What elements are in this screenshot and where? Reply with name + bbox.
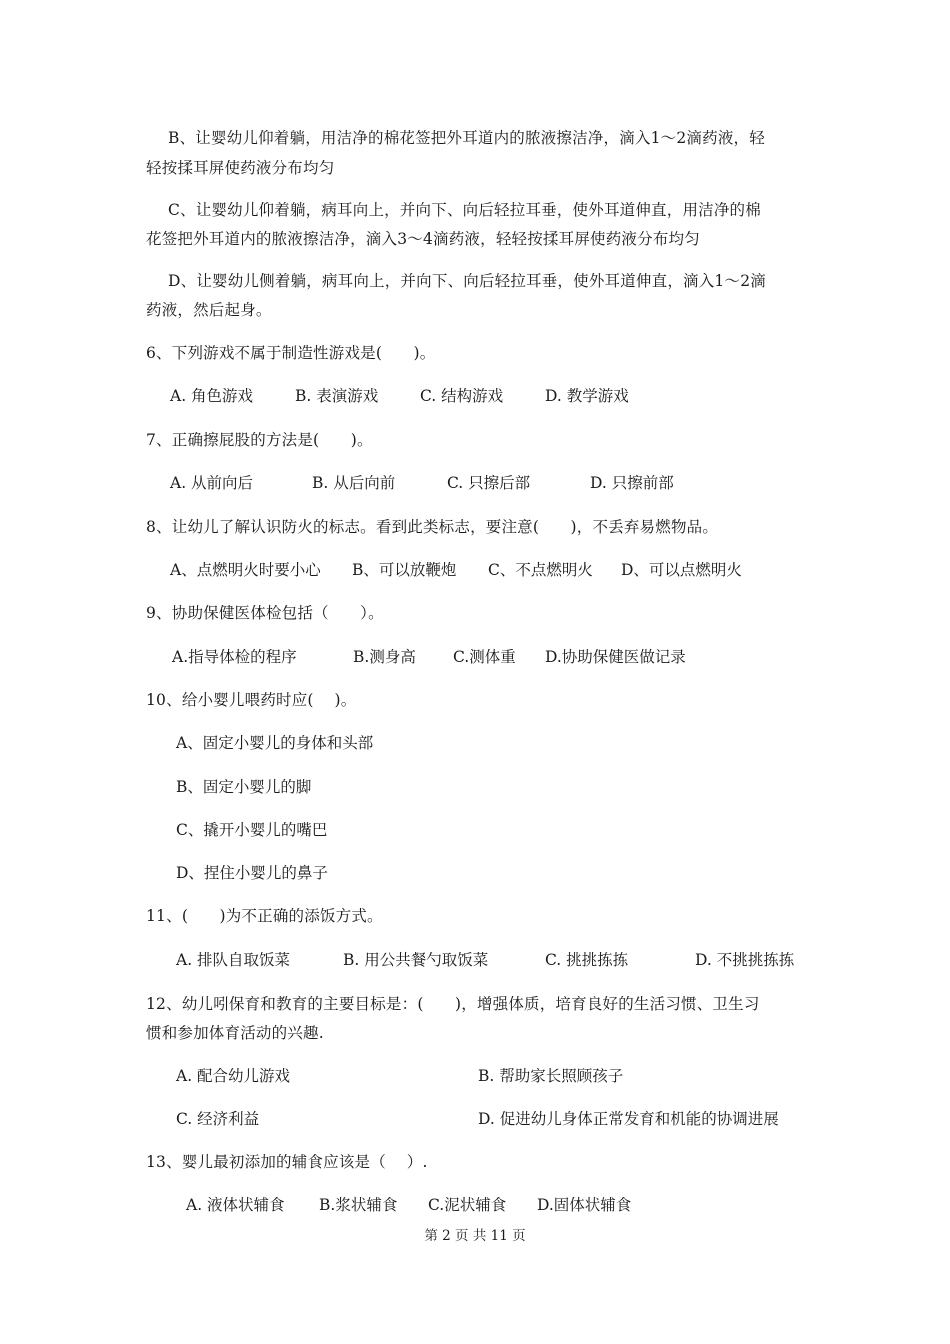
q7-option-c: C. 只擦后部 <box>447 474 531 492</box>
q11-option-c: C. 挑挑拣拣 <box>545 951 629 969</box>
q7-option-b: B. 从后向前 <box>312 474 396 492</box>
q6-option-b: B. 表演游戏 <box>295 387 379 405</box>
q9-option-b: B.测身高 <box>353 648 416 666</box>
q13-option-c: C.泥状辅食 <box>428 1196 507 1214</box>
q12-option-c: C. 经济利益 <box>176 1110 260 1128</box>
q10-option-b: B、固定小婴儿的脚 <box>176 778 312 796</box>
q7-option-d: D. 只擦前部 <box>590 474 674 492</box>
q11-option-d: D. 不挑挑拣拣 <box>695 951 795 969</box>
q5-option-c-line1: C、让婴幼儿仰着躺，病耳向上，并向下、向后轻拉耳垂，使外耳道伸直，用洁净的棉 <box>168 201 761 219</box>
q8-option-d: D、可以点燃明火 <box>621 561 742 579</box>
q8-stem: 8、让幼儿了解认识防火的标志。看到此类标志，要注意( )，不丢弃易燃物品。 <box>146 518 719 536</box>
q12-option-a: A. 配合幼儿游戏 <box>176 1067 291 1085</box>
q11-stem: 11、( )为不正确的添饭方式。 <box>146 907 383 925</box>
q12-stem-line1: 12、幼儿吲保育和教育的主要目标是：( )，增强体质，培育良好的生活习惯、卫生习 <box>146 995 760 1013</box>
q12-option-d: D. 促进幼儿身体正常发育和机能的协调进展 <box>478 1110 779 1128</box>
q12-option-b: B. 帮助家长照顾孩子 <box>478 1067 624 1085</box>
q6-stem: 6、下列游戏不属于制造性游戏是( )。 <box>146 344 436 362</box>
q7-option-a: A. 从前向后 <box>170 474 254 492</box>
q5-option-b-line1: B、让婴幼儿仰着躺，用洁净的棉花签把外耳道内的脓液擦洁净，滴入1～2滴药液，轻 <box>168 129 765 147</box>
q12-stem-line2: 惯和参加体育活动的兴趣. <box>146 1024 324 1042</box>
q9-stem: 9、协助保健医体检包括（ ）。 <box>146 604 384 622</box>
q13-option-a: A. 液体状辅食 <box>186 1196 285 1214</box>
q10-option-c: C、撬开小婴儿的嘴巴 <box>176 821 328 839</box>
q13-option-d: D.固体状辅食 <box>537 1196 632 1214</box>
q13-option-b: B.浆状辅食 <box>319 1196 398 1214</box>
q8-option-b: B、可以放鞭炮 <box>352 561 457 579</box>
q10-stem: 10、给小婴儿喂药时应( )。 <box>146 691 357 709</box>
page-footer: 第 2 页 共 11 页 <box>424 1228 526 1244</box>
q5-option-d-line2: 药液，然后起身。 <box>146 301 272 319</box>
q6-option-c: C. 结构游戏 <box>420 387 504 405</box>
q13-stem: 13、婴儿最初添加的辅食应该是（ ）. <box>146 1153 428 1171</box>
q9-option-c: C.测体重 <box>453 648 516 666</box>
q10-option-d: D、捏住小婴儿的鼻子 <box>176 864 328 882</box>
q5-option-d-line1: D、让婴幼儿侧着躺，病耳向上，并向下、向后轻拉耳垂，使外耳道伸直，滴入1～2滴 <box>168 272 766 290</box>
q7-stem: 7、正确擦屁股的方法是( )。 <box>146 431 373 449</box>
q10-option-a: A、固定小婴儿的身体和头部 <box>176 734 374 752</box>
q5-option-c-line2: 花签把外耳道内的脓液擦洁净，滴入3～4滴药液，轻轻按揉耳屏使药液分布均匀 <box>146 230 700 248</box>
q8-option-c: C、不点燃明火 <box>488 561 593 579</box>
q6-option-d: D. 教学游戏 <box>545 387 629 405</box>
q11-option-b: B. 用公共餐勺取饭菜 <box>343 951 489 969</box>
q9-option-a: A.指导体检的程序 <box>172 648 297 666</box>
q8-option-a: A、点燃明火时要小心 <box>170 561 321 579</box>
q6-option-a: A. 角色游戏 <box>170 387 254 405</box>
q9-option-d: D.协助保健医做记录 <box>545 648 686 666</box>
q5-option-b-line2: 轻按揉耳屏使药液分布均匀 <box>146 159 335 177</box>
q11-option-a: A. 排队自取饭菜 <box>176 951 291 969</box>
